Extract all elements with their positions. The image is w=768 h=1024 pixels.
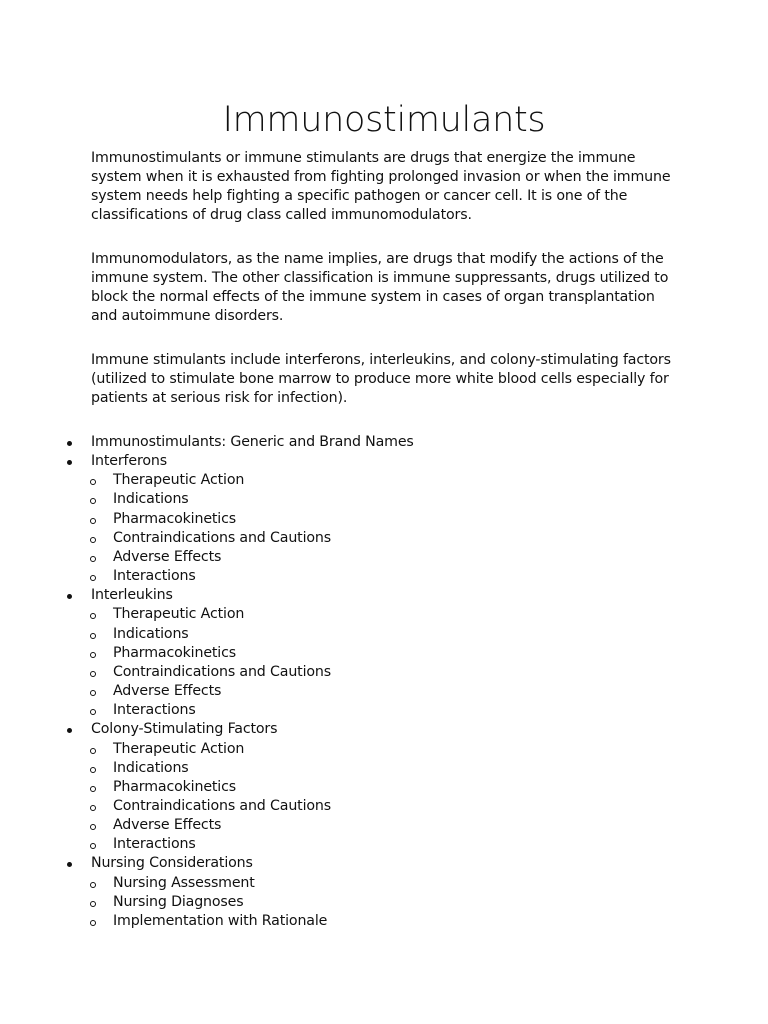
hollow-bullet-icon	[90, 920, 96, 926]
outline-item-label: Immunostimulants: Generic and Brand Names	[91, 434, 414, 450]
bullet-icon	[67, 728, 72, 733]
hollow-bullet-icon	[90, 556, 96, 562]
outline-item	[0, 433, 768, 452]
outline-subitem	[91, 835, 768, 854]
outline-subitem	[91, 510, 768, 529]
outline-subitem	[91, 701, 768, 720]
topic-outline	[0, 433, 768, 931]
bullet-icon	[67, 862, 72, 867]
hollow-bullet-icon	[90, 767, 96, 773]
outline-item-label: Interferons	[91, 453, 167, 470]
outline-subitem	[91, 759, 768, 778]
outline-subitem	[91, 605, 768, 624]
immunomodulators-paragraph: Immunomodulators, as the name implies, are drugs that modify the actions of the immune system. The other classification is immune suppressants, drugs utilized to block the normal effects of the immune system in cases of organ transplantation and autoimmune disorders.	[91, 251, 669, 324]
outline-sublist	[91, 471, 768, 586]
hollow-bullet-icon	[90, 479, 96, 485]
outline-subitem	[91, 778, 768, 797]
hollow-bullet-icon	[90, 518, 96, 524]
hollow-bullet-icon	[90, 633, 96, 639]
outline-subitem	[91, 567, 768, 586]
outline-subitem	[91, 644, 768, 663]
outline-subitem-label: Contraindications and Cautions	[113, 797, 331, 814]
intro-paragraph: Immunostimulants or immune stimulants are drugs that energize the immune system when it is exhausted from fighting prolonged invasion or when the immune system needs help fighting a specific pathogen or cancer cell. It is one of the classifications of drug class called immunomodulators.	[91, 150, 671, 223]
bullet-icon	[67, 460, 72, 465]
outline-subitem-label: Indications	[113, 625, 189, 642]
outline-item	[0, 452, 768, 586]
outline-item	[0, 586, 768, 720]
outline-subitem	[91, 471, 768, 490]
outline-subitem-label: Indications	[113, 759, 189, 776]
outline-subitem	[91, 663, 768, 682]
outline-subitem-label: Therapeutic Action	[113, 472, 245, 489]
hollow-bullet-icon	[90, 537, 96, 543]
outline-subitem-label: Therapeutic Action	[113, 740, 245, 757]
outline-sublist	[91, 874, 768, 931]
outline-subitem	[91, 548, 768, 567]
stimulants-paragraph: Immune stimulants include interferons, interleukins, and colony-stimulating factors (utilized to stimulate bone marrow to produce more white blood cells especially for patients at serious risk for infection).	[91, 352, 671, 406]
outline-subitem-label: Adverse Effects	[113, 548, 222, 565]
outline-subitem-label: Interactions	[113, 702, 196, 719]
outline-subitem	[91, 490, 768, 509]
outline-sublist	[91, 740, 768, 855]
outline-subitem-label: Contraindications and Cautions	[113, 663, 331, 680]
outline-subitem	[91, 682, 768, 701]
hollow-bullet-icon	[90, 498, 96, 504]
outline-subitem-label: Adverse Effects	[113, 817, 222, 834]
outline-subitem-label: Interactions	[113, 568, 196, 585]
hollow-bullet-icon	[90, 805, 96, 811]
outline-subitem	[91, 893, 768, 912]
outline-item-label: Nursing Considerations	[91, 855, 253, 872]
hollow-bullet-icon	[90, 690, 96, 696]
outline-subitem-label: Implementation with Rationale	[113, 912, 328, 929]
outline-subitem	[91, 874, 768, 893]
hollow-bullet-icon	[90, 613, 96, 619]
outline-subitem	[91, 529, 768, 548]
outline-subitem-label: Pharmacokinetics	[113, 510, 236, 527]
outline-subitem	[91, 740, 768, 759]
outline-subitem-label: Pharmacokinetics	[113, 644, 236, 661]
outline-subitem	[91, 625, 768, 644]
outline-subitem-label: Nursing Diagnoses	[113, 893, 244, 910]
outline-subitem-label: Adverse Effects	[113, 683, 222, 700]
hollow-bullet-icon	[90, 575, 96, 581]
outline-item-label: Interleukins	[91, 587, 173, 604]
hollow-bullet-icon	[90, 709, 96, 715]
hollow-bullet-icon	[90, 882, 96, 888]
outline-subitem-label: Indications	[113, 491, 189, 508]
outline-subitem-label: Interactions	[113, 836, 196, 853]
outline-subitem-label: Nursing Assessment	[113, 874, 255, 891]
bullet-icon	[67, 594, 72, 599]
outline-subitem-label: Therapeutic Action	[113, 606, 245, 623]
outline-subitem-label: Contraindications and Cautions	[113, 529, 331, 546]
hollow-bullet-icon	[90, 824, 96, 830]
hollow-bullet-icon	[90, 786, 96, 792]
bullet-icon	[67, 441, 72, 446]
outline-subitem	[91, 797, 768, 816]
hollow-bullet-icon	[90, 843, 96, 849]
outline-subitem	[91, 912, 768, 931]
outline-item-label: Colony-Stimulating Factors	[91, 721, 278, 738]
outline-subitem-label: Pharmacokinetics	[113, 778, 236, 795]
outline-sublist	[91, 605, 768, 720]
page-title: Immunostimulants	[222, 100, 546, 140]
hollow-bullet-icon	[90, 652, 96, 658]
hollow-bullet-icon	[90, 748, 96, 754]
hollow-bullet-icon	[90, 901, 96, 907]
outline-subitem	[91, 816, 768, 835]
hollow-bullet-icon	[90, 671, 96, 677]
outline-item	[0, 720, 768, 854]
outline-item	[0, 854, 768, 931]
